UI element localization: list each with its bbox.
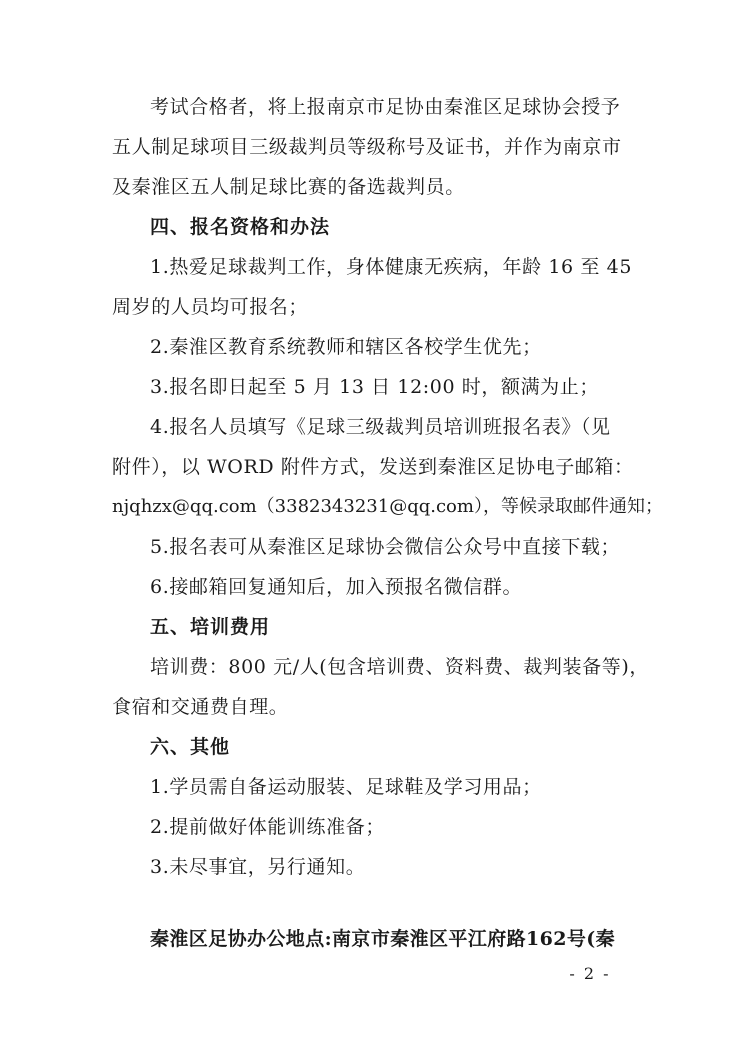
section-heading-other: 六、其他: [150, 736, 231, 758]
page-number: - 2 -: [569, 964, 611, 983]
section-heading-registration: 四、报名资格和办法: [150, 216, 331, 238]
list-item: 2.提前做好体能训练准备；: [150, 816, 385, 838]
body-paragraph-line: 考试合格者，将上报南京市足协由秦淮区足球协会授予: [150, 96, 621, 118]
list-item: 1.热爱足球裁判工作，身体健康无疾病，年龄 16 至 45: [150, 256, 633, 278]
email-line: njqhzx@qq.com（3382343231@qq.com），等候录取邮件通知；: [112, 496, 663, 517]
list-item: 3.报名即日起至 5 月 13 日 12:00 时，额满为止；: [150, 376, 599, 398]
list-item: 附件），以 WORD 附件方式，发送到秦淮区足协电子邮箱：: [112, 456, 634, 478]
list-item: 1.学员需自备运动服装、足球鞋及学习用品；: [150, 776, 542, 798]
section-heading-fees: 五、培训费用: [150, 616, 271, 638]
list-item: 5.报名表可从秦淮区足球协会微信公众号中直接下载；: [150, 536, 621, 558]
body-paragraph-line: 及秦淮区五人制足球比赛的备选裁判员。: [112, 176, 465, 198]
list-item: 4.报名人员填写《足球三级裁判员培训班报名表》（见: [150, 416, 611, 438]
list-item: 培训费：800 元/人(包含培训费、资料费、裁判装备等)，: [150, 656, 649, 678]
list-item: 6.接邮箱回复通知后，加入预报名微信群。: [150, 576, 523, 598]
office-address-line: 秦淮区足协办公地点:南京市秦淮区平江府路162号(秦: [150, 928, 616, 950]
list-item: 食宿和交通费自理。: [112, 696, 289, 718]
list-item: 3.未尽事宜，另行通知。: [150, 856, 366, 878]
body-paragraph-line: 五人制足球项目三级裁判员等级称号及证书，并作为南京市: [112, 136, 622, 158]
list-item: 周岁的人员均可报名；: [112, 296, 309, 318]
list-item: 2.秦淮区教育系统教师和辖区各校学生优先；: [150, 336, 542, 358]
